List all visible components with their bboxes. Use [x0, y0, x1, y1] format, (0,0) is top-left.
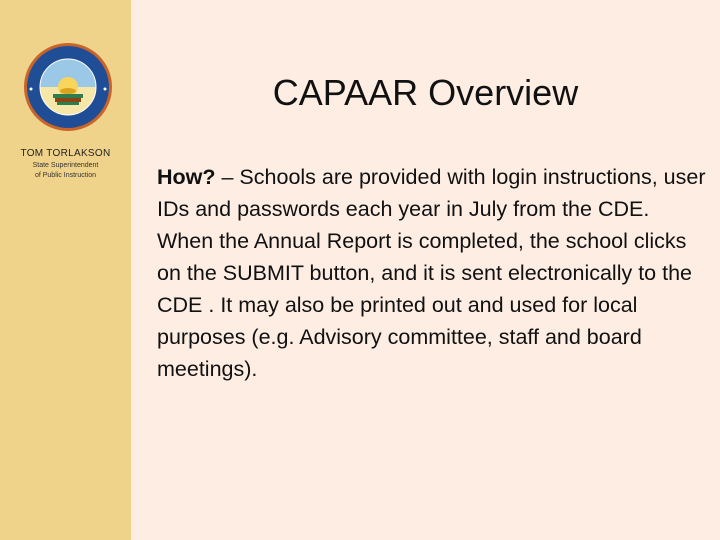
body-lead: How?: [157, 165, 216, 189]
sidebar: [0, 0, 131, 540]
slide-body: [157, 161, 707, 385]
department-of-education-seal-icon: [23, 42, 113, 132]
superintendent-name: TOM TORLAKSON: [20, 148, 111, 159]
body-text: – Schools are provided with login instructions, user IDs and passwords each year in July from the CDE. When the Annual Report is completed, the school clicks on the SUBMIT button, and it is sent electronically to the CDE . It may also be printed out and used for local purposes (e.g. Advisory committee, staff and board meetings).: [157, 165, 706, 381]
superintendent-title-line2: of Public Instruction: [34, 172, 97, 179]
slide-title: CAPAAR Overview: [272, 72, 579, 113]
superintendent-title-line1: State Superintendent: [32, 162, 99, 169]
